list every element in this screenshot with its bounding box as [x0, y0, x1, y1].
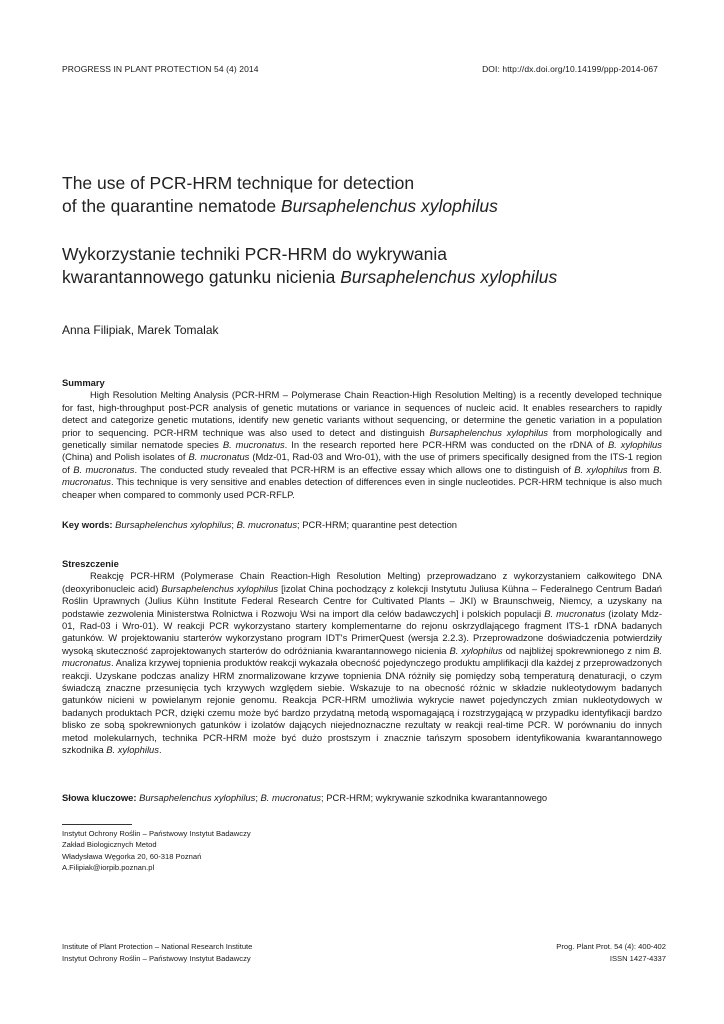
streszczenie-text: [izolat China pochodzący z kolekcji Instytutu Juliusa Kühna – Federalnego Centrum Badań Roślin Uprawnych (Julius Kühn Institute Federal Research Centre for Cultivated Plants – JKI) w Braunschweig, Niemcy, a uzyskany na podstawie zezwolenia Ministerstwa Rolnictwa i Rozwoju Wsi na import dla celów badawczych] i polskich populacji [62, 582, 663, 619]
species-name: B. mucronatus [188, 451, 250, 463]
species-name: B. mucronatus [62, 644, 662, 669]
footnote-institute: Instytut Ochrony Roślin – Państwowy Instytut Badawczy [62, 829, 251, 838]
streszczenie-text: od najbliżej spokrewnionego z nim [502, 644, 654, 656]
species-name: B. mucronatus [236, 519, 298, 530]
affiliation-footnote [62, 828, 251, 873]
summary-text: (China) and Polish isolates of [62, 451, 189, 463]
footer-citation-pages: Prog. Plant Prot. 54 (4): 400-402 [556, 942, 666, 951]
streszczenie-section [62, 558, 662, 757]
species-name: B. xylophilus [607, 439, 662, 451]
summary-text: . This technique is very sensitive and enables detection of differences even in single nucleotides. PCR-HRM technique is also much cheaper when compared to commonly used PCR-RFLP. [62, 476, 662, 500]
footer-citation [556, 941, 666, 964]
species-name: B. mucronatus [260, 792, 321, 803]
species-name: Bursaphelenchus xylophilus [115, 519, 232, 530]
summary-paragraph [62, 389, 662, 501]
slowa-kluczowe [62, 792, 662, 804]
title-polish [62, 243, 662, 289]
key-words-text: ; PCR-HRM; quarantine pest detection [297, 519, 458, 530]
title-english-line2-text: of the quarantine nematode [62, 196, 281, 216]
footnote-department: Zakład Biologicznych Metod [62, 840, 157, 850]
footnote-address: Władysława Węgorka 20, 60-318 Poznań [62, 851, 202, 861]
streszczenie-text: . [158, 744, 162, 756]
doi-header: DOI: http://dx.doi.org/10.14199/ppp-2014-067 [482, 64, 658, 74]
streszczenie-heading: Streszczenie [62, 558, 119, 569]
species-name: Bursaphelenchus xylophilus [139, 792, 256, 803]
title-polish-line2-text: kwarantannowego gatunku nicienia [62, 267, 341, 287]
species-name: B. xylophilus [574, 463, 628, 475]
title-polish-line1: Wykorzystanie techniki PCR-HRM do wykrywania [62, 244, 447, 264]
summary-heading: Summary [62, 377, 105, 388]
species-name: B. xylophilus [449, 644, 503, 656]
footnote-email: A.Filipiak@iorpib.poznan.pl [62, 862, 155, 872]
title-english-species: Bursaphelenchus xylophilus [280, 196, 498, 216]
species-name: Bursaphelenchus xylophilus [161, 582, 279, 594]
key-words-label: Key words: [62, 519, 113, 530]
species-name: B. mucronatus [73, 463, 135, 475]
title-english [62, 172, 662, 218]
slowa-kluczowe-text: ; PCR-HRM; wykrywanie szkodnika kwarantannowego [321, 792, 548, 803]
species-name: B. xylophilus [106, 744, 159, 756]
summary-text: from [627, 463, 654, 475]
title-polish-line2 [62, 266, 662, 289]
footer-publisher-pl: Instytut Ochrony Roślin – Państwowy Instytut Badawczy [62, 953, 251, 963]
summary-text: . In the research reported here PCR-HRM was conducted on the rDNA of [284, 439, 608, 451]
key-words [62, 519, 662, 531]
streszczenie-text: (izolaty Mdz-01, Rad-03 i Wro-01). W reakcji PCR wykorzystano startery komplementarne do rejonu oskrzydlającego fragment ITS-1 rDNA badanych gatunków. W projektowaniu starterów wykorzystano program IDT's PrimerQuest (wersja 2.2.3). Przeprowadzone doświadczenia potwierdziły wysoką skuteczność zaprojektowanych starterów do odróżniania kwarantannowego nicienia [62, 607, 662, 656]
summary-text: from morphologically and genetically similar nematode species [62, 426, 663, 451]
species-name: B. mucronatus [544, 607, 606, 619]
species-name: B. mucronatus [222, 439, 285, 451]
footer-publisher-en: Institute of Plant Protection – National Research Institute [62, 942, 253, 951]
summary-text: (Mdz-01, Rad-03 and Wro-01), with the use of primers specifically designed from the ITS-1 region of [62, 451, 663, 475]
streszczenie-text: . Analiza krzywej topnienia produktów reakcji wykazała obecność pojedynczego produktu amplifikacji dla każdej z przeprowadzonych reakcji. Uzyskane podczas analizy HRM znormalizowane krzywe topnienia DNA różniły się pomiędzy sobą temperaturą denaturacji, o czym świadczą znaczne przesunięcia tych krzywych względem siebie. Wskazuje to na obecność różnic w składzie nukleotydowym badanych gatunków nicieni w powielanym rejonie genomu. Reakcja PCR-HRM umożliwia wykrycie nawet pojedynczych zmian nukleotydowych w badanych produktach PCR, dzięki czemu może być bardzo przydatną metodą wspomagającą i rozstrzygającą w przypadku identyfikacji bardzo blisko ze sobą spokrewnionych gatunków i izolatów dających niejednoznaczne rezultaty w reakcji real-time PCR. W porównaniu do innych metod molekularnych, technika PCR-HRM może być dużo prostszym i znacznie tańszym sposobem identyfikowania kwarantannowego szkodnika [62, 657, 662, 756]
species-name: B. mucronatus [62, 463, 662, 488]
title-polish-species: Bursaphelenchus xylophilus [340, 267, 558, 287]
key-words-text: ; [231, 519, 237, 530]
journal-header: PROGRESS IN PLANT PROTECTION 54 (4) 2014 [62, 64, 259, 74]
streszczenie-paragraph [62, 570, 662, 756]
slowa-kluczowe-text: ; [255, 792, 261, 803]
slowa-kluczowe-label: Słowa kluczowe: [62, 792, 137, 803]
streszczenie-text: Reakcję PCR-HRM (Polymerase Chain Reaction-High Resolution Melting) przeprowadzano z wykorzystaniem całkowitego DNA (deoxyribonucleic acid) [62, 570, 662, 594]
title-english-line1: The use of PCR-HRM technique for detection [62, 173, 415, 193]
footer-publisher [62, 941, 252, 964]
title-english-line2 [62, 195, 662, 218]
summary-text: High Resolution Melting Analysis (PCR-HRM – Polymerase Chain Reaction-High Resolution Melting) is a recently developed technique for fast, high-throughput post-PCR analysis of genetic mutations or variance in sequences of nucleic acid. It enables researchers to rapidly detect and categorize genetic mutations, identify new genetic variants without sequencing, or determine the genetic variation in a population prior to sequencing. PCR-HRM technique was also used to detect and distinguish [62, 389, 662, 438]
authors: Anna Filipiak, Marek Tomalak [62, 323, 219, 337]
species-name: Bursaphelenchus xylophilus [429, 426, 548, 438]
footnote-divider [62, 824, 132, 825]
summary-section [62, 377, 662, 501]
summary-text: . The conducted study revealed that PCR-HRM is an effective essay which allows one to distinguish of [134, 463, 575, 475]
footer-issn: ISSN 1427-4337 [609, 953, 666, 963]
